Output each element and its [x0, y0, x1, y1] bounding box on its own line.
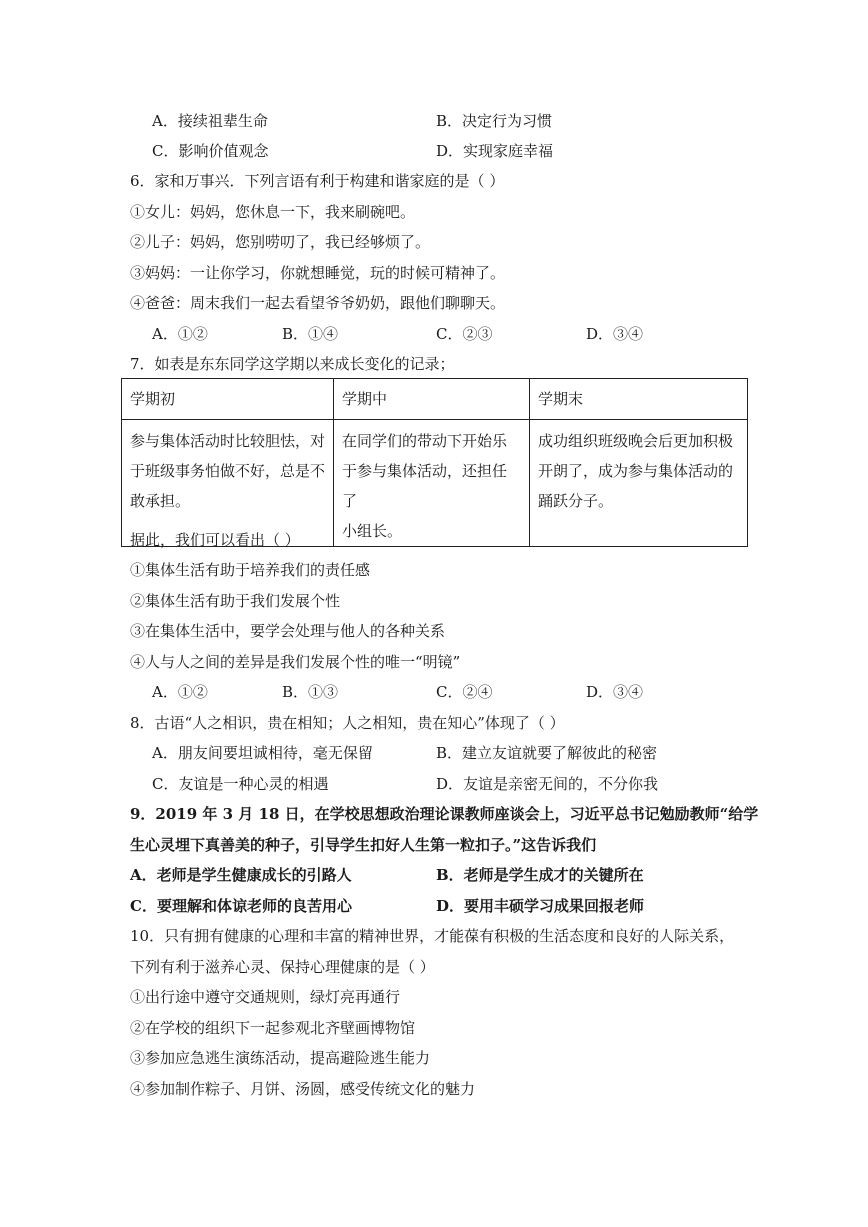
- q7-item-2: ②集体生活有助于我们发展个性: [130, 592, 341, 610]
- table-header-cell: 学期中: [334, 379, 530, 420]
- q9-stem-line-1: 9．2019 年 3 月 18 日，在学校思想政治理论课教师座谈会上，习近平总书记勉励教师“给学: [130, 805, 759, 823]
- q10-item-1: ①出行途中遵守交通规则，绿灯亮再通行: [130, 988, 401, 1006]
- q5-option-a: A．接续祖辈生命: [152, 112, 268, 130]
- q10-stem-line-2: 下列有利于滋养心灵、保持心理健康的是（ ）: [130, 958, 435, 976]
- table-header-row: [122, 379, 748, 420]
- q10-item-4: ④参加制作粽子、月饼、汤圆，感受传统文化的魅力: [130, 1080, 476, 1098]
- q6-option-d: D．③④: [586, 325, 644, 343]
- q7-option-d: D．③④: [586, 683, 644, 701]
- q7-option-b: B．①③: [282, 683, 339, 701]
- q10-item-3: ③参加应急逃生演练活动，提高避险逃生能力: [130, 1049, 431, 1067]
- q8-option-d: D．友谊是亲密无间的，不分你我: [436, 775, 659, 793]
- q9-option-c: C．要理解和体谅老师的良苦用心: [130, 897, 352, 915]
- growth-record-table: [121, 378, 748, 547]
- q10-stem-line-1: 10．只有拥有健康的心理和丰富的精神世界，才能葆有积极的生活态度和良好的人际关系，: [130, 927, 735, 945]
- q7-item-1: ①集体生活有助于培养我们的责任感: [130, 561, 371, 579]
- q6-item-1: ①女儿：妈妈，您休息一下，我来刷碗吧。: [130, 203, 416, 221]
- q7-stem: 7．如表是东东同学这学期以来成长变化的记录；: [130, 355, 455, 373]
- q6-item-2: ②儿子：妈妈，您别唠叨了，我已经够烦了。: [130, 233, 431, 251]
- table-cell: 参与集体活动时比较胆怯，对 于班级事务怕做不好，总是不 敢承担。: [122, 420, 334, 547]
- q10-item-2: ②在学校的组织下一起参观北齐壁画博物馆: [130, 1019, 416, 1037]
- q6-option-b: B．①④: [282, 325, 339, 343]
- q9-option-d: D．要用丰硕学习成果回报老师: [436, 897, 645, 915]
- q9-option-a: A．老师是学生健康成长的引路人: [130, 866, 352, 884]
- q7-item-3: ③在集体生活中，要学会处理与他人的各种关系: [130, 622, 446, 640]
- q5-option-d: D．实现家庭幸福: [436, 142, 554, 160]
- q8-option-b: B．建立友谊就要了解彼此的秘密: [436, 744, 658, 762]
- q6-item-3: ③妈妈：一让你学习，你就想睡觉，玩的时候可精神了。: [130, 264, 506, 282]
- q8-option-a: A．朋友间要坦诚相待，毫无保留: [152, 744, 373, 762]
- q8-option-c: C．友谊是一种心灵的相遇: [152, 775, 329, 793]
- q6-item-4: ④爸爸：周末我们一起去看望爷爷奶奶，跟他们聊聊天。: [130, 294, 506, 312]
- q9-option-b: B．老师是学生成才的关键所在: [436, 866, 644, 884]
- q5-option-b: B．决定行为习惯: [436, 112, 553, 130]
- q7-option-a: A．①②: [152, 683, 208, 701]
- q7-item-4: ④人与人之间的差异是我们发展个性的唯一“明镜”: [130, 653, 461, 671]
- table-cell: 在同学们的带动下开始乐 于参与集体活动，还担任了 小组长。: [334, 420, 530, 547]
- table-row: [122, 420, 748, 547]
- q7-option-c: C．②④: [436, 683, 493, 701]
- q6-option-c: C．②③: [436, 325, 493, 343]
- q6-option-a: A．①②: [152, 325, 208, 343]
- q7-follow: 据此，我们可以看出（ ）: [130, 531, 300, 549]
- q5-option-c: C．影响价值观念: [152, 142, 269, 160]
- q9-stem-line-2: 生心灵埋下真善美的种子，引导学生扣好人生第一粒扣子。”这告诉我们: [130, 836, 597, 854]
- q8-stem: 8．古语“人之相识，贵在相知；人之相知，贵在知心”体现了（ ）: [130, 714, 565, 732]
- table-cell: 成功组织班级晚会后更加积极 开朗了，成为参与集体活动的 踊跃分子。: [530, 420, 748, 547]
- q6-stem: 6．家和万事兴．下列言语有利于构建和谐家庭的是（ ）: [130, 172, 505, 190]
- table-header-cell: 学期末: [530, 379, 748, 420]
- table-header-cell: 学期初: [122, 379, 334, 420]
